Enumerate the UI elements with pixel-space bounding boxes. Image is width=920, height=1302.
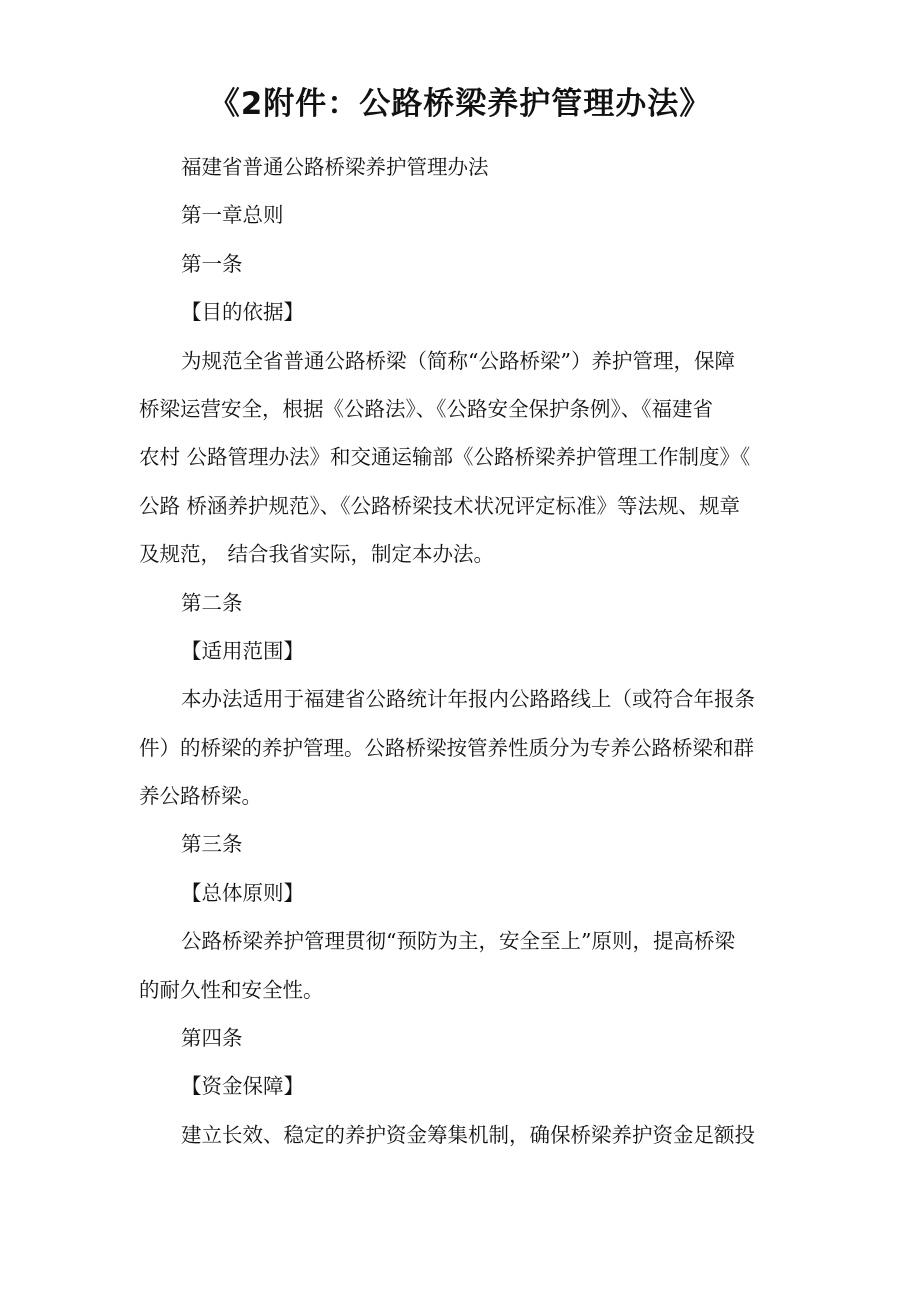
paragraph-line: 本办法适用于福建省公路统计年报内公路路线上（或符合年报条 (181, 687, 755, 712)
section-label: 【适用范围】 (181, 638, 304, 663)
paragraph-line: 公路桥梁养护管理贯彻“预防为主，安全至上”原则，提高桥梁 (181, 929, 735, 954)
paragraph-line: 公路 桥涵养护规范》、《公路桥梁技术状况评定标准》等法规、规章 (139, 493, 741, 518)
paragraph-line: 养公路桥梁。 (139, 784, 262, 809)
paragraph-line: 农村 公路管理办法》和交通运输部《公路桥梁养护管理工作制度》《 (139, 445, 751, 470)
article-heading: 第一条 (181, 251, 243, 276)
section-label: 【目的依据】 (181, 300, 304, 325)
section-label: 【资金保障】 (181, 1074, 304, 1099)
paragraph-line: 及规范， 结合我省实际，制定本办法。 (139, 542, 495, 567)
article-heading: 第二条 (181, 590, 243, 615)
document-body (139, 143, 799, 1159)
document-subtitle: 福建省普通公路桥梁养护管理办法 (181, 155, 489, 179)
document-title: 《2附件：公路桥梁养护管理办法》 (208, 86, 712, 122)
paragraph-line: 建立长效、稳定的养护资金筹集机制，确保桥梁养护资金足额投 (181, 1122, 755, 1147)
paragraph-line: 的耐久性和安全性。 (139, 977, 324, 1002)
paragraph-line: 桥梁运营安全，根据《公路法》、《公路安全保护条例》、《福建省 (139, 396, 713, 421)
chapter-heading: 第一章总则 (181, 203, 284, 228)
article-heading: 第四条 (181, 1026, 243, 1051)
article-heading: 第三条 (181, 832, 243, 857)
paragraph-line: 件）的桥梁的养护管理。公路桥梁按管养性质分为专养公路桥梁和群 (139, 735, 754, 760)
section-label: 【总体原则】 (181, 880, 304, 905)
paragraph-line: 为规范全省普通公路桥梁（简称“公路桥梁”）养护管理，保障 (181, 348, 735, 373)
